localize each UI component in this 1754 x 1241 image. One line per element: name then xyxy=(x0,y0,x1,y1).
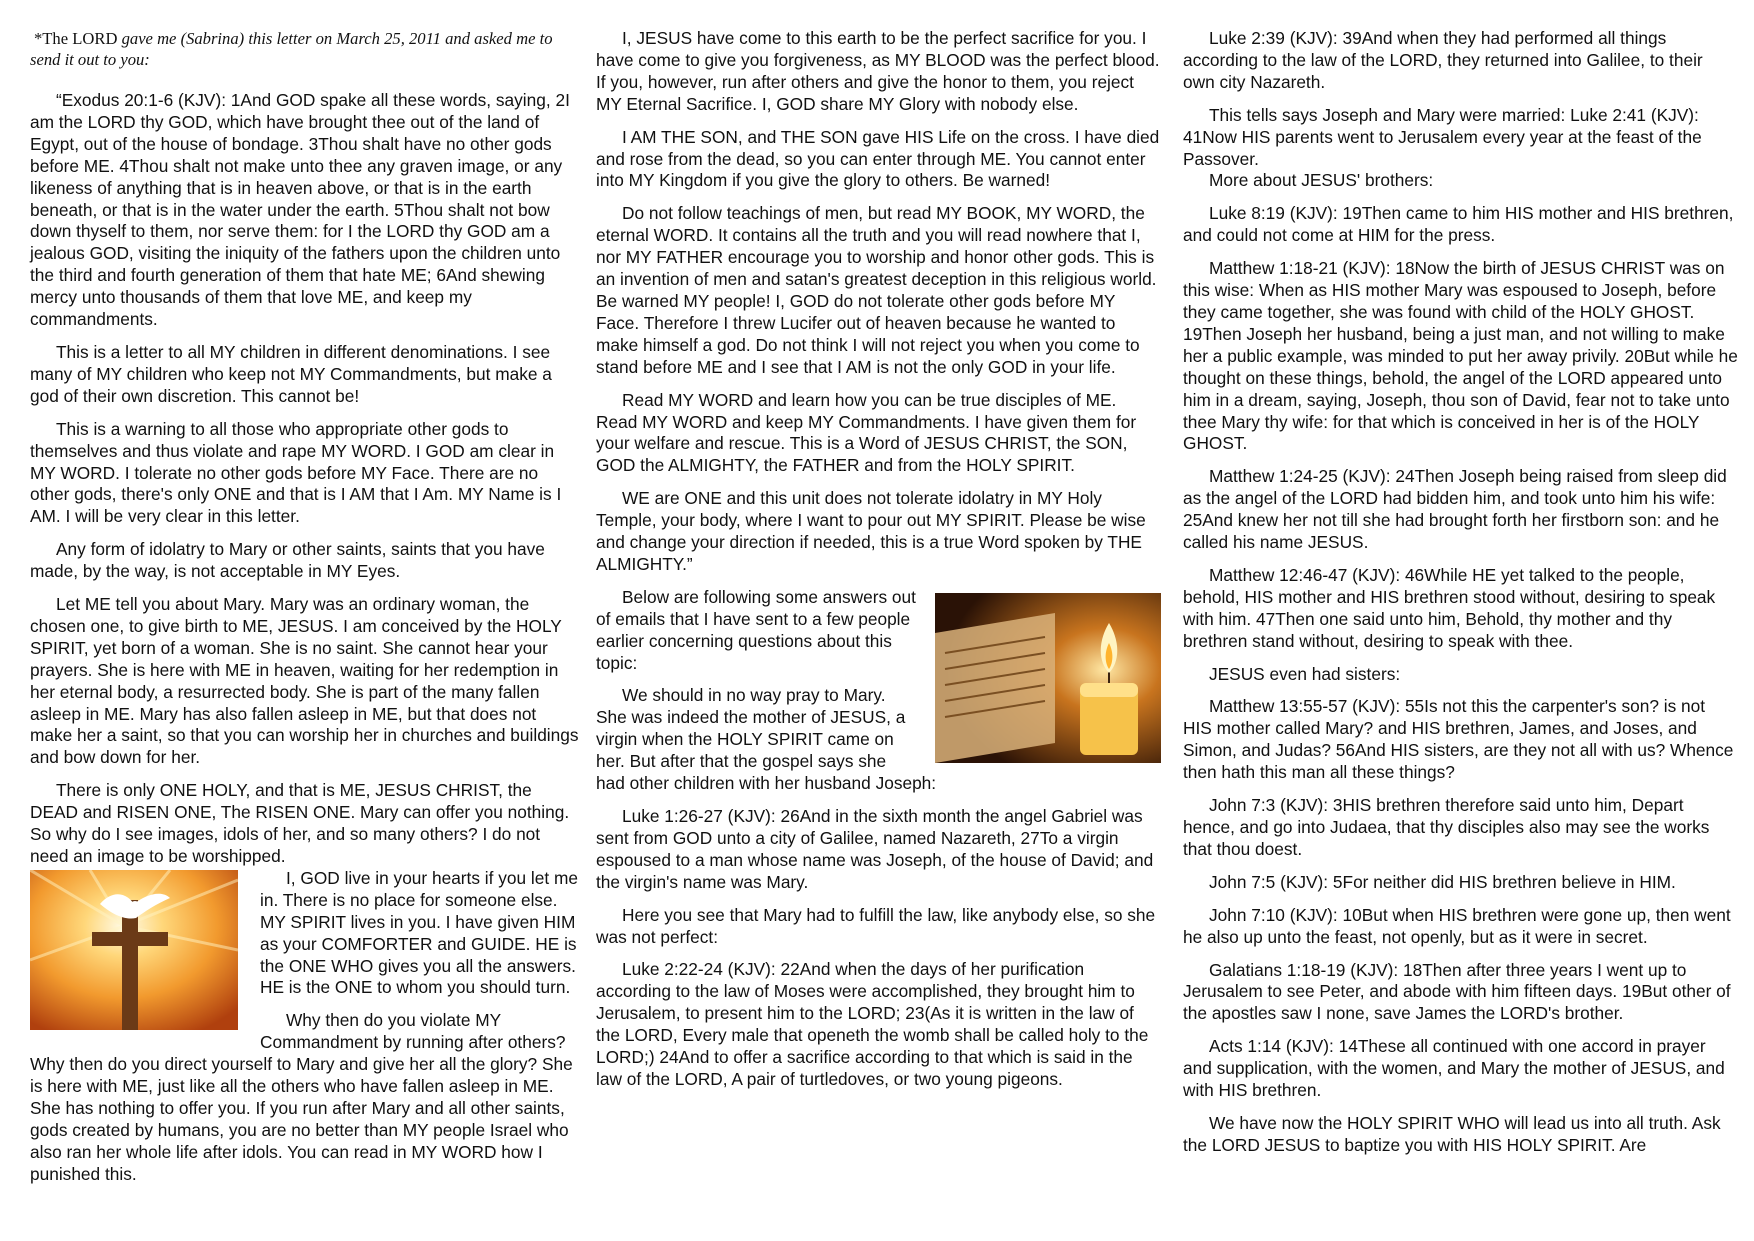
paragraph: Matthew 13:55-57 (KJV): 55Is not this the carpenter's son? is not HIS mother called Mary? and HIS brethren, James, and Joses, and Simon, and Judas? 56And HIS sisters, are they not all with us? Whence then hath this man all these things? xyxy=(1183,696,1734,783)
paragraph: John 7:3 (KJV): 3HIS brethren therefore said unto him, Depart hence, and go into Judaea, that thy disciples also may see the works that thou doest. xyxy=(1183,795,1710,859)
paragraph: Luke 2:22-24 (KJV): 22And when the days of her purification according to the law of Moses were accomplished, they brought him to Jerusalem, to present him to the LORD; 23(As it is written in the law of the LORD, Every male that openeth the womb shall be called holy to the LORD;) 24And to offer a sacrifice according to that which is said in the law of the LORD, A pair of turtledoves, or two young pigeons. xyxy=(596,959,1149,1089)
intro-text: gave me (Sabrina) this letter on March 25, 2011 and asked me to send it out to you: xyxy=(30,29,553,69)
paragraph: John 7:10 (KJV): 10But when HIS brethren were gone up, then went he also up unto the feast, not openly, but as it were in secret. xyxy=(1183,904,1731,947)
paragraph: There is only ONE HOLY, and that is ME, JESUS CHRIST, the DEAD and RISEN ONE, The RISEN ONE. Mary can offer you nothing. So why do I see images, idols of her, and so many others? I do not need an image to be worshipped. xyxy=(30,780,570,866)
paragraph: Acts 1:14 (KJV): 14These all continued with one accord in prayer and supplication, with the women, and Mary the mother of JESUS, and with HIS brethren. xyxy=(1183,1036,1725,1101)
paragraph: Below are following some answers out of emails that I have sent to a few people earlier concerning questions about this topic: xyxy=(596,586,916,673)
dove-cross-image xyxy=(30,870,238,1030)
intro-lord: LORD xyxy=(72,29,118,48)
paragraph: More about JESUS' brothers: xyxy=(1209,170,1434,191)
paragraph: WE are ONE and this unit does not tolerate idolatry in MY Holy Temple, your body, where I want to pour out MY SPIRIT. Please be wise and change your direction if needed, this is a true Word spoken by THE ALMIGHTY.” xyxy=(596,488,1146,574)
paragraph: I AM THE SON, and THE SON gave HIS Life on the cross. I have died and rose from the dead, so you can enter through ME. You cannot enter into MY Kingdom if you give the glory to others. Be warned! xyxy=(596,126,1160,191)
paragraph: I, GOD live in your hearts if you let me in. There is no place for someone else. MY SPIRIT lives in you. I have given HIM as your COMFORTER and GUIDE. HE is the ONE WHO gives you all the answers. HE is the ONE to whom you should turn. xyxy=(260,867,578,998)
paragraph: Matthew 1:18-21 (KJV): 18Now the birth of JESUS CHRIST was on this wise: When as HIS mother Mary was espoused to Joseph, before they came together, she was found with child of the HOLY GHOST. 19Then Joseph her husband, being a just man, and not willing to make her a public example, was minded to put her away privily. 20But while he thought on these things, behold, the angel of the LORD appeared unto him in a dream, saying, Joseph, thou son of David, fear not to take unto thee Mary thy wife: for that which is conceived in her is of the HOLY GHOST. xyxy=(1183,258,1738,454)
paragraph: Galatians 1:18-19 (KJV): 18Then after three years I went up to Jerusalem to see Peter, and abode with him fifteen days. 19But other of the apostles saw I none, save James the LORD's brother. xyxy=(1183,959,1731,1024)
paragraph: JESUS even had sisters: xyxy=(1209,663,1401,684)
paragraph: This is a warning to all those who appropriate other gods to themselves and thus violate and rape MY WORD. I GOD am clear in MY WORD. I tolerate no other gods before MY Face. There are no other gods, there's only ONE and that is I AM that I Am. MY Name is I AM. I will be very clear in this letter. xyxy=(30,418,562,527)
paragraph: We should in no way pray to Mary. She was indeed the mother of JESUS, a virgin when the HOLY SPIRIT came on her. But after that the gospel says she had other children with her husband Joseph: xyxy=(596,685,937,794)
paragraph: Any form of idolatry to Mary or other saints, saints that you have made, by the way, is not acceptable in MY Eyes. xyxy=(30,539,545,582)
paragraph: Luke 8:19 (KJV): 19Then came to him HIS mother and HIS brethren, and could not come at HIM for the press. xyxy=(1183,203,1734,246)
column-2 xyxy=(596,28,1161,1102)
paragraph: Luke 1:26-27 (KJV): 26And in the sixth month the angel Gabriel was sent from GOD unto a city of Galilee, named Nazareth, 27To a virgin espoused to a man whose name was Joseph, of the house of David; and the virgin's name was Mary. xyxy=(596,806,1154,892)
bible-candle-image xyxy=(935,593,1161,763)
paragraph: John 7:5 (KJV): 5For neither did HIS brethren believe in HIM. xyxy=(1209,871,1676,892)
paragraph: Do not follow teachings of men, but read MY BOOK, MY WORD, the eternal WORD. It contains all the truth and you will read nowhere that I, nor MY FATHER encourage you to worship and honor other gods. This is an invention of men and satan's greatest deception in this religious world. Be warned MY people! I, GOD do not tolerate other gods before MY Face. Therefore I threw Lucifer out of heaven because he wanted to make himself a god. Do not think I will not reject you when you come to stand before ME and I see that I AM is not the only GOD in your life. xyxy=(596,203,1157,377)
column-1 xyxy=(30,28,580,1197)
paragraph: This is a letter to all MY children in different denominations. I see many of MY children who keep not MY Commandments, but make a god of their own discretion. This cannot be! xyxy=(30,341,552,406)
paragraph: Luke 2:39 (KJV): 39And when they had performed all things according to the law of the LORD, they returned into Galilee, to their own city Nazareth. xyxy=(1183,28,1703,92)
paragraph: We have now the HOLY SPIRIT WHO will lead us into all truth. Ask the LORD JESUS to baptize you with HIS HOLY SPIRIT. Are xyxy=(1183,1112,1721,1155)
paragraph: Read MY WORD and learn how you can be true disciples of ME. Read MY WORD and keep MY Commandments. I have given them for your welfare and rescue. This is a Word of JESUS CHRIST, the SON, GOD the ALMIGHTY, the FATHER and from the HOLY SPIRIT. xyxy=(596,389,1137,476)
paragraph: Matthew 1:24-25 (KJV): 24Then Joseph being raised from sleep did as the angel of the LORD had bidden him, and took unto him his wife: 25And knew her not till she had brought forth her firstborn son: and he called his name JESUS. xyxy=(1183,466,1727,553)
paragraph: I, JESUS have come to this earth to be the perfect sacrifice for you. I have come to give you forgiveness, as MY BLOOD was the perfect blood. If you, however, run after others and give the honor to them, you reject MY Eternal Sacrifice. I, GOD share MY Glory with nobody else. xyxy=(596,28,1160,114)
paragraph: “Exodus 20:1-6 (KJV): 1And GOD spake all these words, saying, 2I am the LORD thy GOD, which have brought thee out of the land of Egypt, out of the house of bondage. 3Thou shalt have no other gods before ME. 4Thou shalt not make unto thee any graven image, or any likeness of anything that is in heaven above, or that is in the earth beneath, or that is in the water under the earth. 5Thou shalt not bow down thyself to them, nor serve them: for I the LORD thy GOD am a jealous GOD, visiting the iniquity of the fathers upon the children unto the third and fourth generation of them that hate ME; 6And shewing mercy unto thousands of them that love ME, and keep my commandments. xyxy=(30,90,570,330)
intro-star: *The xyxy=(34,29,69,48)
paragraph: Matthew 12:46-47 (KJV): 46While HE yet talked to the people, behold, HIS mother and HIS brethren stood without, desiring to speak with him. 47Then one said unto him, Behold, thy mother and thy brethren stand without, desiring to speak with thee. xyxy=(1183,564,1716,651)
paragraph: Here you see that Mary had to fulfill the law, like anybody else, so she was not perfect: xyxy=(596,904,1156,947)
paragraph: This tells says Joseph and Mary were married: Luke 2:41 (KJV): 41Now HIS parents went to Jerusalem every year at the feast of the Passover. xyxy=(1183,104,1702,169)
paragraph: Why then do you violate MY Commandment by running after others? Why then do you direct yourself to Mary and give her all the glory? She is here with ME, just like all the others who have fallen asleep in ME. She has nothing to offer you. If you run after Mary and all other saints, gods created by humans, you are no better than MY people Israel who also ran her whole life after idols. You can read in MY WORD how I punished this. xyxy=(30,1010,573,1184)
column-3 xyxy=(1183,28,1738,1168)
intro-note xyxy=(30,28,580,70)
paragraph: Let ME tell you about Mary. Mary was an ordinary woman, the chosen one, to give birth to ME, JESUS. I am conceived by the HOLY SPIRIT, yet born of a woman. She is no saint. She cannot hear your prayers. She is here with ME in heaven, waiting for her redemption in her eternal body, a resurrected body. She is part of the many fallen asleep in ME. Mary has also fallen asleep in ME, but that does not make her a saint, so that you can worship her in churches and buildings and bow down for her. xyxy=(30,594,579,768)
